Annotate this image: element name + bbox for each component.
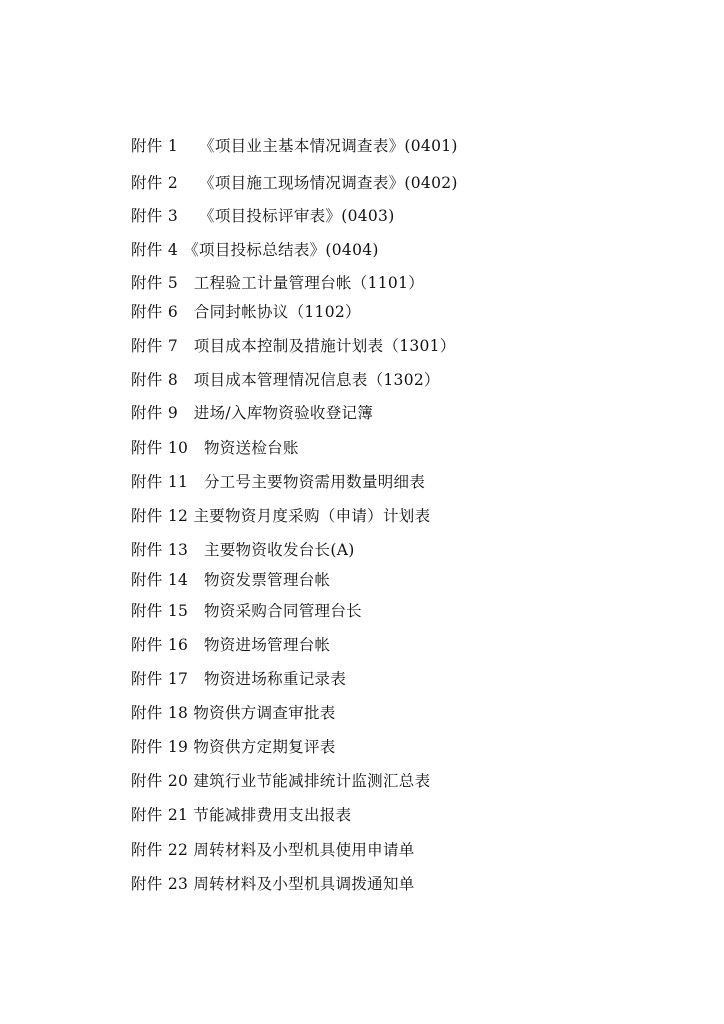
attachment-item-14: 附件 14 物资发票管理台帐: [131, 571, 331, 589]
attachment-item-20: 附件 20 建筑行业节能减排统计监测汇总表: [131, 772, 431, 790]
attachment-item-7: 附件 7 项目成本控制及措施计划表（1301）: [131, 337, 456, 355]
attachment-item-3: 附件 3 《项目投标评审表》(0403): [131, 207, 395, 225]
attachment-item-21: 附件 21 节能减排费用支出报表: [131, 806, 352, 824]
attachment-item-1: 附件 1 《项目业主基本情况调查表》(0401): [131, 137, 458, 155]
attachment-item-4: 附件 4 《项目投标总结表》(0404): [131, 241, 379, 259]
attachment-item-17: 附件 17 物资进场称重记录表: [131, 670, 347, 688]
attachment-item-8: 附件 8 项目成本管理情况信息表（1302）: [131, 371, 440, 389]
attachment-item-16: 附件 16 物资进场管理台帐: [131, 636, 331, 654]
attachment-item-18: 附件 18 物资供方调查审批表: [131, 704, 336, 722]
attachment-item-2: 附件 2 《项目施工现场情况调查表》(0402): [131, 174, 458, 192]
attachment-item-11: 附件 11 分工号主要物资需用数量明细表: [131, 473, 426, 491]
attachment-item-23: 附件 23 周转材料及小型机具调拨通知单: [131, 875, 415, 893]
attachment-item-15: 附件 15 物资采购合同管理台长: [131, 602, 362, 620]
attachment-item-9: 附件 9 进场/入库物资验收登记簿: [131, 404, 374, 422]
attachment-item-6: 附件 6 合同封帐协议（1102）: [131, 303, 361, 321]
attachment-item-22: 附件 22 周转材料及小型机具使用申请单: [131, 841, 415, 859]
attachment-item-19: 附件 19 物资供方定期复评表: [131, 738, 336, 756]
attachment-item-5: 附件 5 工程验工计量管理台帐（1101）: [131, 274, 425, 292]
attachment-item-10: 附件 10 物资送检台账: [131, 439, 299, 457]
attachment-item-13: 附件 13 主要物资收发台长(A): [131, 541, 355, 559]
attachment-item-12: 附件 12 主要物资月度采购（申请）计划表: [131, 507, 431, 525]
